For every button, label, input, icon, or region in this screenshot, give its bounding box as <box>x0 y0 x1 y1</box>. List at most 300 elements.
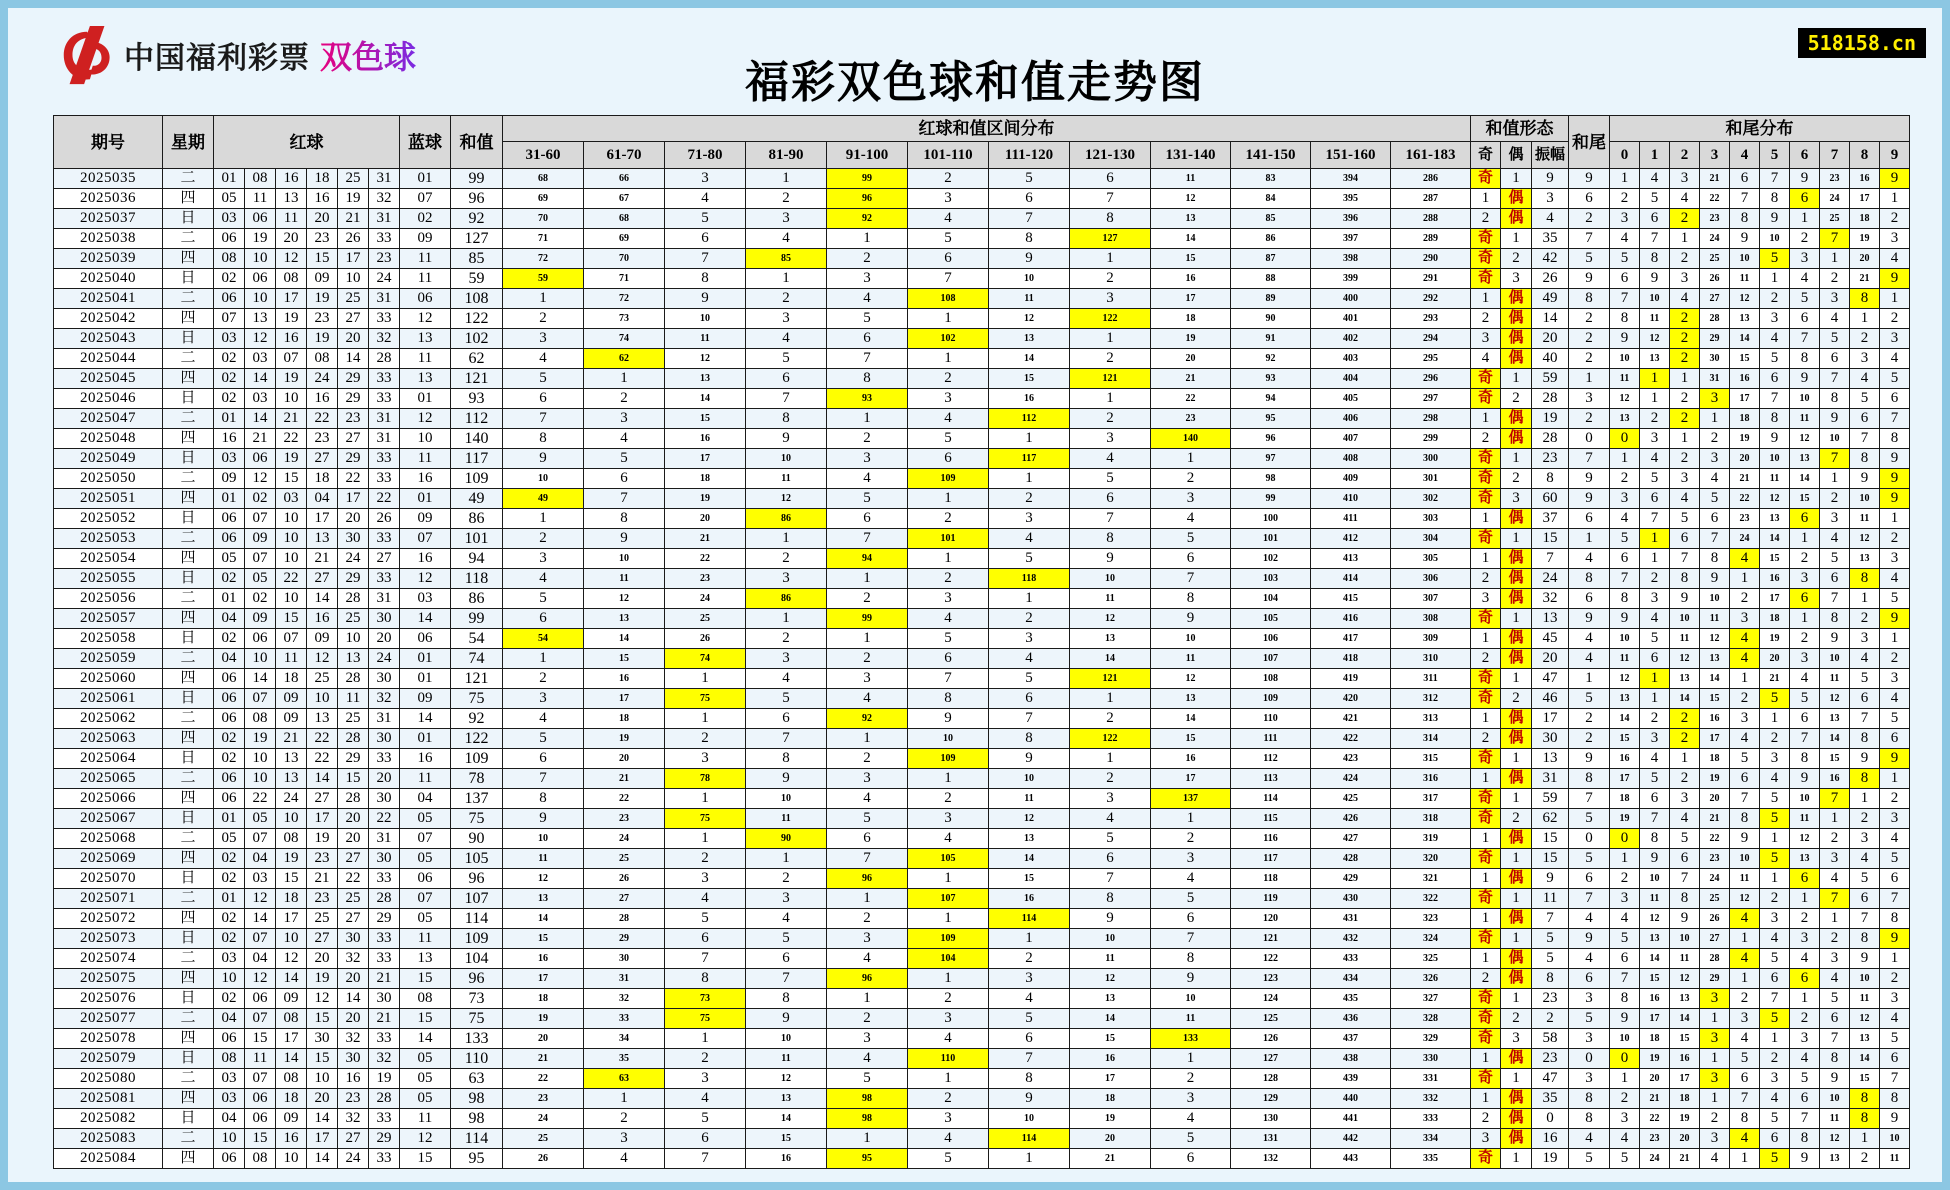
interval-miss-cell: 6 <box>746 369 827 389</box>
tail-miss-cell: 1 <box>1670 229 1700 249</box>
interval-miss-cell: 8 <box>665 269 746 289</box>
interval-miss-cell: 3 <box>503 549 584 569</box>
sum-tail-cell: 6 <box>1569 509 1610 529</box>
sum-cell: 96 <box>451 189 503 209</box>
interval-miss-cell: 407 <box>1311 429 1391 449</box>
col-header-interval-161-183: 161-183 <box>1391 142 1471 169</box>
even-miss-cell: 1 <box>1501 1149 1532 1169</box>
sum-tail-cell: 6 <box>1569 969 1610 989</box>
interval-miss-cell: 3 <box>908 1109 989 1129</box>
interval-miss-cell: 1 <box>827 229 908 249</box>
tail-miss-cell: 25 <box>1820 209 1850 229</box>
interval-miss-cell: 3 <box>827 669 908 689</box>
period-cell: 2025037 <box>54 209 163 229</box>
amplitude-cell: 49 <box>1532 289 1569 309</box>
tail-hit-cell: 0 <box>1610 1049 1640 1069</box>
amplitude-cell: 3 <box>1532 189 1569 209</box>
red-ball: 26 <box>338 229 369 249</box>
red-ball: 25 <box>338 889 369 909</box>
interval-miss-cell: 13 <box>1151 209 1231 229</box>
interval-miss-cell: 5 <box>827 1069 908 1089</box>
interval-miss-cell: 105 <box>1231 609 1311 629</box>
col-header-amplitude: 振幅 <box>1532 142 1569 169</box>
red-ball: 04 <box>245 849 276 869</box>
interval-miss-cell: 311 <box>1391 669 1471 689</box>
tail-miss-cell: 5 <box>1700 489 1730 509</box>
interval-miss-cell: 1 <box>665 709 746 729</box>
red-ball: 23 <box>307 849 338 869</box>
blue-ball: 11 <box>400 269 451 289</box>
odd-miss-cell: 1 <box>1471 829 1501 849</box>
interval-miss-cell: 3 <box>989 509 1070 529</box>
interval-miss-cell: 5 <box>503 589 584 609</box>
red-ball: 02 <box>214 369 245 389</box>
weekday-cell: 二 <box>163 949 214 969</box>
red-ball: 10 <box>276 549 307 569</box>
red-ball: 27 <box>307 789 338 809</box>
tail-miss-cell: 24 <box>1730 529 1760 549</box>
sum-tail-cell: 9 <box>1569 269 1610 289</box>
tail-miss-cell: 5 <box>1760 349 1790 369</box>
interval-miss-cell: 1 <box>1070 389 1151 409</box>
weekday-cell: 四 <box>163 249 214 269</box>
interval-miss-cell: 1 <box>1070 329 1151 349</box>
interval-miss-cell: 96 <box>1231 429 1311 449</box>
sum-tail-cell: 4 <box>1569 949 1610 969</box>
interval-miss-cell: 24 <box>665 589 746 609</box>
weekday-cell: 二 <box>163 409 214 429</box>
interval-miss-cell: 2 <box>1070 269 1151 289</box>
interval-miss-cell: 299 <box>1391 429 1471 449</box>
interval-miss-cell: 1 <box>1070 749 1151 769</box>
interval-miss-cell: 24 <box>584 829 665 849</box>
tail-miss-cell: 27 <box>1700 289 1730 309</box>
tail-miss-cell: 1 <box>1790 529 1820 549</box>
table-row-2025056 <box>54 589 1910 609</box>
interval-miss-cell: 8 <box>503 429 584 449</box>
tail-hit-cell: 4 <box>1730 949 1760 969</box>
blue-ball: 08 <box>400 989 451 1009</box>
interval-miss-cell: 5 <box>989 169 1070 189</box>
red-ball: 17 <box>307 1129 338 1149</box>
interval-miss-cell: 22 <box>1151 389 1231 409</box>
weekday-cell: 四 <box>163 969 214 989</box>
tail-miss-cell: 6 <box>1790 709 1820 729</box>
sum-tail-cell: 1 <box>1569 669 1610 689</box>
red-ball: 09 <box>307 269 338 289</box>
sum-tail-cell: 7 <box>1569 449 1610 469</box>
tail-miss-cell: 1 <box>1610 449 1640 469</box>
interval-miss-cell: 2 <box>503 309 584 329</box>
interval-miss-cell: 5 <box>1151 1129 1231 1149</box>
tail-hit-cell: 3 <box>1700 1029 1730 1049</box>
interval-miss-cell: 9 <box>746 769 827 789</box>
interval-miss-cell: 26 <box>503 1149 584 1169</box>
interval-miss-cell: 3 <box>827 929 908 949</box>
tail-miss-cell: 6 <box>1760 369 1790 389</box>
interval-miss-cell: 1 <box>908 489 989 509</box>
tail-miss-cell: 13 <box>1820 1149 1850 1169</box>
odd-miss-cell: 1 <box>1471 1089 1501 1109</box>
tail-miss-cell: 25 <box>1700 249 1730 269</box>
interval-miss-cell: 6 <box>1151 1149 1231 1169</box>
interval-miss-cell: 2 <box>1070 349 1151 369</box>
red-ball: 29 <box>338 749 369 769</box>
tail-miss-cell: 13 <box>1700 649 1730 669</box>
tail-miss-cell: 5 <box>1790 1069 1820 1089</box>
odd-hit-cell: 奇 <box>1471 669 1501 689</box>
tail-hit-cell: 9 <box>1880 169 1910 189</box>
period-cell: 2025068 <box>54 829 163 849</box>
tail-miss-cell: 7 <box>1850 429 1880 449</box>
odd-miss-cell: 1 <box>1471 769 1501 789</box>
tail-hit-cell: 5 <box>1760 1149 1790 1169</box>
red-ball: 13 <box>338 649 369 669</box>
tail-miss-cell: 8 <box>1670 889 1700 909</box>
interval-hit-cell: 99 <box>827 609 908 629</box>
interval-miss-cell: 8 <box>1070 209 1151 229</box>
interval-miss-cell: 418 <box>1311 649 1391 669</box>
interval-miss-cell: 113 <box>1231 769 1311 789</box>
even-miss-cell: 1 <box>1501 889 1532 909</box>
interval-miss-cell: 18 <box>584 709 665 729</box>
odd-miss-cell: 1 <box>1471 409 1501 429</box>
tail-hit-cell: 7 <box>1820 889 1850 909</box>
blue-ball: 11 <box>400 1109 451 1129</box>
red-ball: 12 <box>245 469 276 489</box>
interval-miss-cell: 10 <box>1151 989 1231 1009</box>
amplitude-cell: 58 <box>1532 1029 1569 1049</box>
tail-hit-cell: 4 <box>1730 649 1760 669</box>
interval-miss-cell: 305 <box>1391 549 1471 569</box>
tail-miss-cell: 6 <box>1610 949 1640 969</box>
interval-miss-cell: 3 <box>746 569 827 589</box>
red-ball: 02 <box>214 349 245 369</box>
interval-miss-cell: 7 <box>584 489 665 509</box>
amplitude-cell: 8 <box>1532 969 1569 989</box>
weekday-cell: 四 <box>163 789 214 809</box>
table-row-2025046 <box>54 389 1910 409</box>
sum-cell: 74 <box>451 649 503 669</box>
red-ball: 25 <box>338 169 369 189</box>
period-cell: 2025066 <box>54 789 163 809</box>
sum-tail-cell: 5 <box>1569 849 1610 869</box>
interval-miss-cell: 5 <box>1151 529 1231 549</box>
blue-ball: 05 <box>400 909 451 929</box>
sum-tail-cell: 0 <box>1569 829 1610 849</box>
tail-hit-cell: 2 <box>1670 709 1700 729</box>
red-ball: 24 <box>276 789 307 809</box>
red-ball: 24 <box>307 369 338 389</box>
red-ball: 13 <box>307 709 338 729</box>
red-ball: 06 <box>214 229 245 249</box>
site-badge[interactable]: 518158.cn <box>1798 28 1926 58</box>
sum-cell: 92 <box>451 209 503 229</box>
interval-hit-cell: 122 <box>1070 309 1151 329</box>
sum-cell: 102 <box>451 329 503 349</box>
tail-miss-cell: 6 <box>1820 1009 1850 1029</box>
interval-miss-cell: 2 <box>908 989 989 1009</box>
sum-cell: 105 <box>451 849 503 869</box>
tail-miss-cell: 8 <box>1790 1129 1820 1149</box>
interval-miss-cell: 3 <box>503 329 584 349</box>
red-ball: 05 <box>245 569 276 589</box>
tail-miss-cell: 6 <box>1640 209 1670 229</box>
interval-miss-cell: 288 <box>1391 209 1471 229</box>
tail-miss-cell: 9 <box>1850 469 1880 489</box>
red-ball: 09 <box>245 609 276 629</box>
tail-miss-cell: 4 <box>1760 329 1790 349</box>
interval-miss-cell: 7 <box>665 249 746 269</box>
interval-miss-cell: 2 <box>1151 469 1231 489</box>
weekday-cell: 日 <box>163 509 214 529</box>
tail-miss-cell: 1 <box>1730 669 1760 689</box>
interval-miss-cell: 326 <box>1391 969 1471 989</box>
interval-miss-cell: 12 <box>746 1069 827 1089</box>
red-ball: 14 <box>245 909 276 929</box>
tail-miss-cell: 15 <box>1730 349 1760 369</box>
tail-hit-cell: 3 <box>1700 1069 1730 1089</box>
interval-miss-cell: 12 <box>1151 189 1231 209</box>
odd-hit-cell: 奇 <box>1471 689 1501 709</box>
interval-miss-cell: 3 <box>989 629 1070 649</box>
interval-miss-cell: 404 <box>1311 369 1391 389</box>
tail-miss-cell: 1 <box>1670 749 1700 769</box>
tail-miss-cell: 1 <box>1880 509 1910 529</box>
interval-miss-cell: 4 <box>1151 869 1231 889</box>
interval-miss-cell: 327 <box>1391 989 1471 1009</box>
interval-hit-cell: 75 <box>665 809 746 829</box>
interval-miss-cell: 1 <box>908 309 989 329</box>
interval-miss-cell: 1 <box>989 429 1070 449</box>
tail-miss-cell: 5 <box>1820 549 1850 569</box>
interval-miss-cell: 334 <box>1391 1129 1471 1149</box>
interval-miss-cell: 7 <box>503 769 584 789</box>
interval-miss-cell: 16 <box>989 389 1070 409</box>
interval-miss-cell: 2 <box>827 249 908 269</box>
red-ball: 10 <box>307 689 338 709</box>
interval-miss-cell: 32 <box>584 989 665 1009</box>
interval-miss-cell: 109 <box>1231 689 1311 709</box>
amplitude-cell: 19 <box>1532 1149 1569 1169</box>
interval-miss-cell: 34 <box>584 1029 665 1049</box>
tail-miss-cell: 6 <box>1850 889 1880 909</box>
red-ball: 17 <box>307 509 338 529</box>
tail-miss-cell: 1 <box>1790 989 1820 1009</box>
odd-miss-cell: 4 <box>1471 349 1501 369</box>
tail-miss-cell: 12 <box>1730 289 1760 309</box>
odd-hit-cell: 奇 <box>1471 249 1501 269</box>
red-ball: 10 <box>338 269 369 289</box>
tail-miss-cell: 1 <box>1730 1149 1760 1169</box>
interval-hit-cell: 109 <box>908 749 989 769</box>
red-ball: 20 <box>307 949 338 969</box>
tail-miss-cell: 4 <box>1670 289 1700 309</box>
interval-miss-cell: 3 <box>908 1009 989 1029</box>
interval-hit-cell: 78 <box>665 769 746 789</box>
interval-miss-cell: 3 <box>827 769 908 789</box>
tail-miss-cell: 2 <box>1640 409 1670 429</box>
weekday-cell: 四 <box>163 369 214 389</box>
tail-miss-cell: 17 <box>1640 1009 1670 1029</box>
red-ball: 31 <box>369 429 400 449</box>
tail-miss-cell: 22 <box>1730 489 1760 509</box>
red-ball: 28 <box>338 729 369 749</box>
interval-miss-cell: 18 <box>503 989 584 1009</box>
even-hit-cell: 偶 <box>1501 629 1532 649</box>
tail-hit-cell: 6 <box>1790 189 1820 209</box>
even-miss-cell: 1 <box>1501 1069 1532 1089</box>
interval-miss-cell: 8 <box>989 229 1070 249</box>
tail-miss-cell: 17 <box>1760 589 1790 609</box>
interval-miss-cell: 423 <box>1311 749 1391 769</box>
interval-miss-cell: 309 <box>1391 629 1471 649</box>
table-row-2025077 <box>54 1009 1910 1029</box>
blue-ball: 05 <box>400 809 451 829</box>
sum-cell: 99 <box>451 609 503 629</box>
sum-cell: 92 <box>451 709 503 729</box>
amplitude-cell: 7 <box>1532 909 1569 929</box>
red-ball: 22 <box>307 409 338 429</box>
interval-miss-cell: 7 <box>665 1149 746 1169</box>
red-ball: 27 <box>338 1129 369 1149</box>
sum-tail-cell: 5 <box>1569 249 1610 269</box>
tail-miss-cell: 2 <box>1610 869 1640 889</box>
weekday-cell: 四 <box>163 729 214 749</box>
tail-miss-cell: 23 <box>1820 169 1850 189</box>
interval-miss-cell: 7 <box>989 209 1070 229</box>
interval-miss-cell: 4 <box>827 289 908 309</box>
col-header-tail-4: 4 <box>1730 142 1760 169</box>
interval-miss-cell: 14 <box>584 629 665 649</box>
red-ball: 19 <box>338 189 369 209</box>
red-ball: 33 <box>369 229 400 249</box>
period-cell: 2025073 <box>54 929 163 949</box>
tail-miss-cell: 13 <box>1790 449 1820 469</box>
odd-hit-cell: 奇 <box>1471 469 1501 489</box>
interval-miss-cell: 3 <box>665 869 746 889</box>
interval-miss-cell: 4 <box>908 1129 989 1149</box>
interval-miss-cell: 13 <box>989 829 1070 849</box>
interval-miss-cell: 8 <box>1070 529 1151 549</box>
interval-miss-cell: 438 <box>1311 1049 1391 1069</box>
interval-miss-cell: 335 <box>1391 1149 1471 1169</box>
table-row-2025080 <box>54 1069 1910 1089</box>
interval-miss-cell: 434 <box>1311 969 1391 989</box>
sum-tail-cell: 2 <box>1569 309 1610 329</box>
logo-text: 中国福利彩票 <box>124 42 310 75</box>
interval-miss-cell: 2 <box>665 729 746 749</box>
odd-miss-cell: 1 <box>1471 289 1501 309</box>
interval-miss-cell: 14 <box>989 849 1070 869</box>
tail-miss-cell: 5 <box>1760 1109 1790 1129</box>
tail-miss-cell: 3 <box>1670 169 1700 189</box>
interval-miss-cell: 8 <box>746 749 827 769</box>
interval-miss-cell: 413 <box>1311 549 1391 569</box>
even-hit-cell: 偶 <box>1501 329 1532 349</box>
red-ball: 06 <box>214 769 245 789</box>
interval-miss-cell: 13 <box>584 609 665 629</box>
period-cell: 2025069 <box>54 849 163 869</box>
col-header-tail-9: 9 <box>1880 142 1910 169</box>
interval-miss-cell: 71 <box>584 269 665 289</box>
red-ball: 22 <box>307 749 338 769</box>
even-hit-cell: 偶 <box>1501 1129 1532 1149</box>
blue-ball: 05 <box>400 1089 451 1109</box>
tail-miss-cell: 11 <box>1670 629 1700 649</box>
tail-miss-cell: 10 <box>1760 229 1790 249</box>
col-header-sum-tail: 和尾 <box>1569 116 1610 169</box>
interval-miss-cell: 3 <box>1151 849 1231 869</box>
table-row-2025049 <box>54 449 1910 469</box>
red-ball: 21 <box>369 1009 400 1029</box>
interval-miss-cell: 397 <box>1311 229 1391 249</box>
interval-miss-cell: 68 <box>503 169 584 189</box>
interval-miss-cell: 15 <box>989 869 1070 889</box>
tail-miss-cell: 9 <box>1730 229 1760 249</box>
sum-tail-cell: 5 <box>1569 689 1610 709</box>
tail-miss-cell: 8 <box>1640 249 1670 269</box>
even-miss-cell: 1 <box>1501 989 1532 1009</box>
tail-miss-cell: 18 <box>1760 609 1790 629</box>
odd-hit-cell: 奇 <box>1471 889 1501 909</box>
red-ball: 04 <box>214 609 245 629</box>
interval-miss-cell: 2 <box>584 1109 665 1129</box>
tail-miss-cell: 7 <box>1880 409 1910 429</box>
interval-miss-cell: 13 <box>746 1089 827 1109</box>
tail-miss-cell: 25 <box>1700 889 1730 909</box>
sum-cell: 107 <box>451 889 503 909</box>
tail-miss-cell: 5 <box>1670 509 1700 529</box>
interval-miss-cell: 1 <box>503 509 584 529</box>
tail-miss-cell: 3 <box>1610 489 1640 509</box>
interval-miss-cell: 88 <box>1231 269 1311 289</box>
blue-ball: 15 <box>400 969 451 989</box>
blue-ball: 09 <box>400 509 451 529</box>
tail-miss-cell: 4 <box>1640 169 1670 189</box>
interval-miss-cell: 6 <box>989 189 1070 209</box>
red-ball: 05 <box>214 829 245 849</box>
weekday-cell: 二 <box>163 169 214 189</box>
table-row-2025079 <box>54 1049 1910 1069</box>
tail-miss-cell: 7 <box>1640 229 1670 249</box>
weekday-cell: 二 <box>163 289 214 309</box>
sum-cell: 109 <box>451 749 503 769</box>
interval-hit-cell: 118 <box>989 569 1070 589</box>
table-row-2025044 <box>54 349 1910 369</box>
tail-miss-cell: 1 <box>1610 849 1640 869</box>
tail-hit-cell: 9 <box>1880 749 1910 769</box>
red-ball: 12 <box>307 989 338 1009</box>
table-row-2025050 <box>54 469 1910 489</box>
red-ball: 15 <box>245 1029 276 1049</box>
tail-miss-cell: 9 <box>1610 329 1640 349</box>
tail-miss-cell: 12 <box>1700 629 1730 649</box>
interval-miss-cell: 313 <box>1391 709 1471 729</box>
amplitude-cell: 9 <box>1532 869 1569 889</box>
tail-miss-cell: 2 <box>1790 549 1820 569</box>
sum-tail-cell: 7 <box>1569 229 1610 249</box>
period-cell: 2025045 <box>54 369 163 389</box>
sum-cell: 133 <box>451 1029 503 1049</box>
red-ball: 02 <box>214 909 245 929</box>
red-ball: 32 <box>369 689 400 709</box>
interval-miss-cell: 13 <box>503 889 584 909</box>
red-ball: 11 <box>338 689 369 709</box>
interval-miss-cell: 33 <box>584 1009 665 1029</box>
tail-miss-cell: 24 <box>1700 229 1730 249</box>
interval-miss-cell: 18 <box>665 469 746 489</box>
